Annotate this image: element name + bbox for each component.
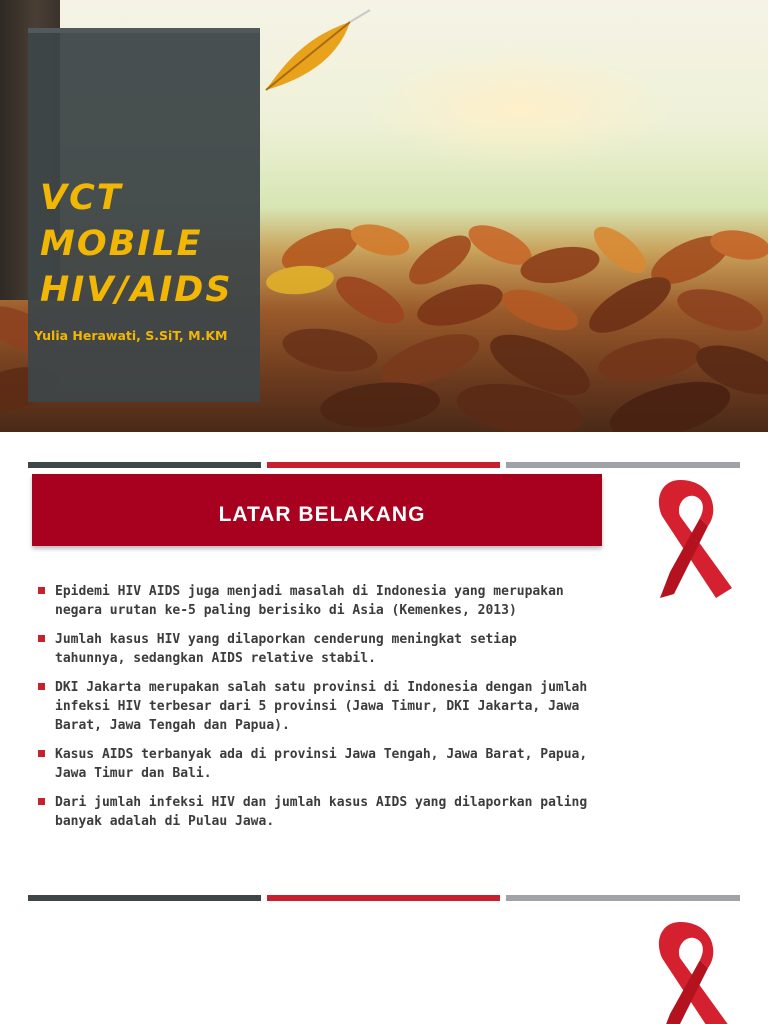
list-item: Dari jumlah infeksi HIV dan jumlah kasus AIDS yang dilaporkan paling banyak adalah di Pulau Jawa. [38,793,588,831]
list-item: Jumlah kasus HIV yang dilaporkan cenderung meningkat setiap tahunnya, sedangkan AIDS relative stabil. [38,630,588,668]
red-square-bullet-icon [38,587,45,594]
red-square-bullet-icon [38,798,45,805]
section-header [32,474,602,546]
red-ribbon-icon [650,918,736,1024]
list-item: Epidemi HIV AIDS juga menjadi masalah di Indonesia yang merupakan negara urutan ke-5 paling berisiko di Asia (Kemenkes, 2013) [38,582,588,620]
red-ribbon-icon [650,476,736,600]
falling-leaf-icon [262,8,372,98]
title-line-1: VCT [40,178,123,218]
title-line-2: MOBILE [40,224,203,264]
divider-bar-dark [28,895,261,901]
divider-bar-gray [506,462,740,468]
next-slide-preview [0,892,768,1024]
bullet-list [38,582,588,841]
red-square-bullet-icon [38,750,45,757]
section-title: LATAR BELAKANG [218,503,426,526]
content-slide [0,432,768,892]
divider-bar-gray [506,895,740,901]
divider-bar-dark [28,462,261,468]
title-slide [0,0,768,432]
divider-bar-red [267,895,500,901]
list-item: Kasus AIDS terbanyak ada di provinsi Jawa Tengah, Jawa Barat, Papua, Jawa Timur dan Bali. [38,745,588,783]
red-square-bullet-icon [38,635,45,642]
author-name: Yulia Herawati, S.SiT, M.KM [34,328,228,343]
title-line-3: HIV/AIDS [40,270,233,310]
list-item: DKI Jakarta merupakan salah satu provinsi di Indonesia dengan jumlah infeksi HIV terbesar dari 5 provinsi (Jawa Timur, DKI Jakarta, Jawa Barat, Jawa Tengah dan Papua). [38,678,588,735]
red-square-bullet-icon [38,683,45,690]
divider-bar-red [267,462,500,468]
